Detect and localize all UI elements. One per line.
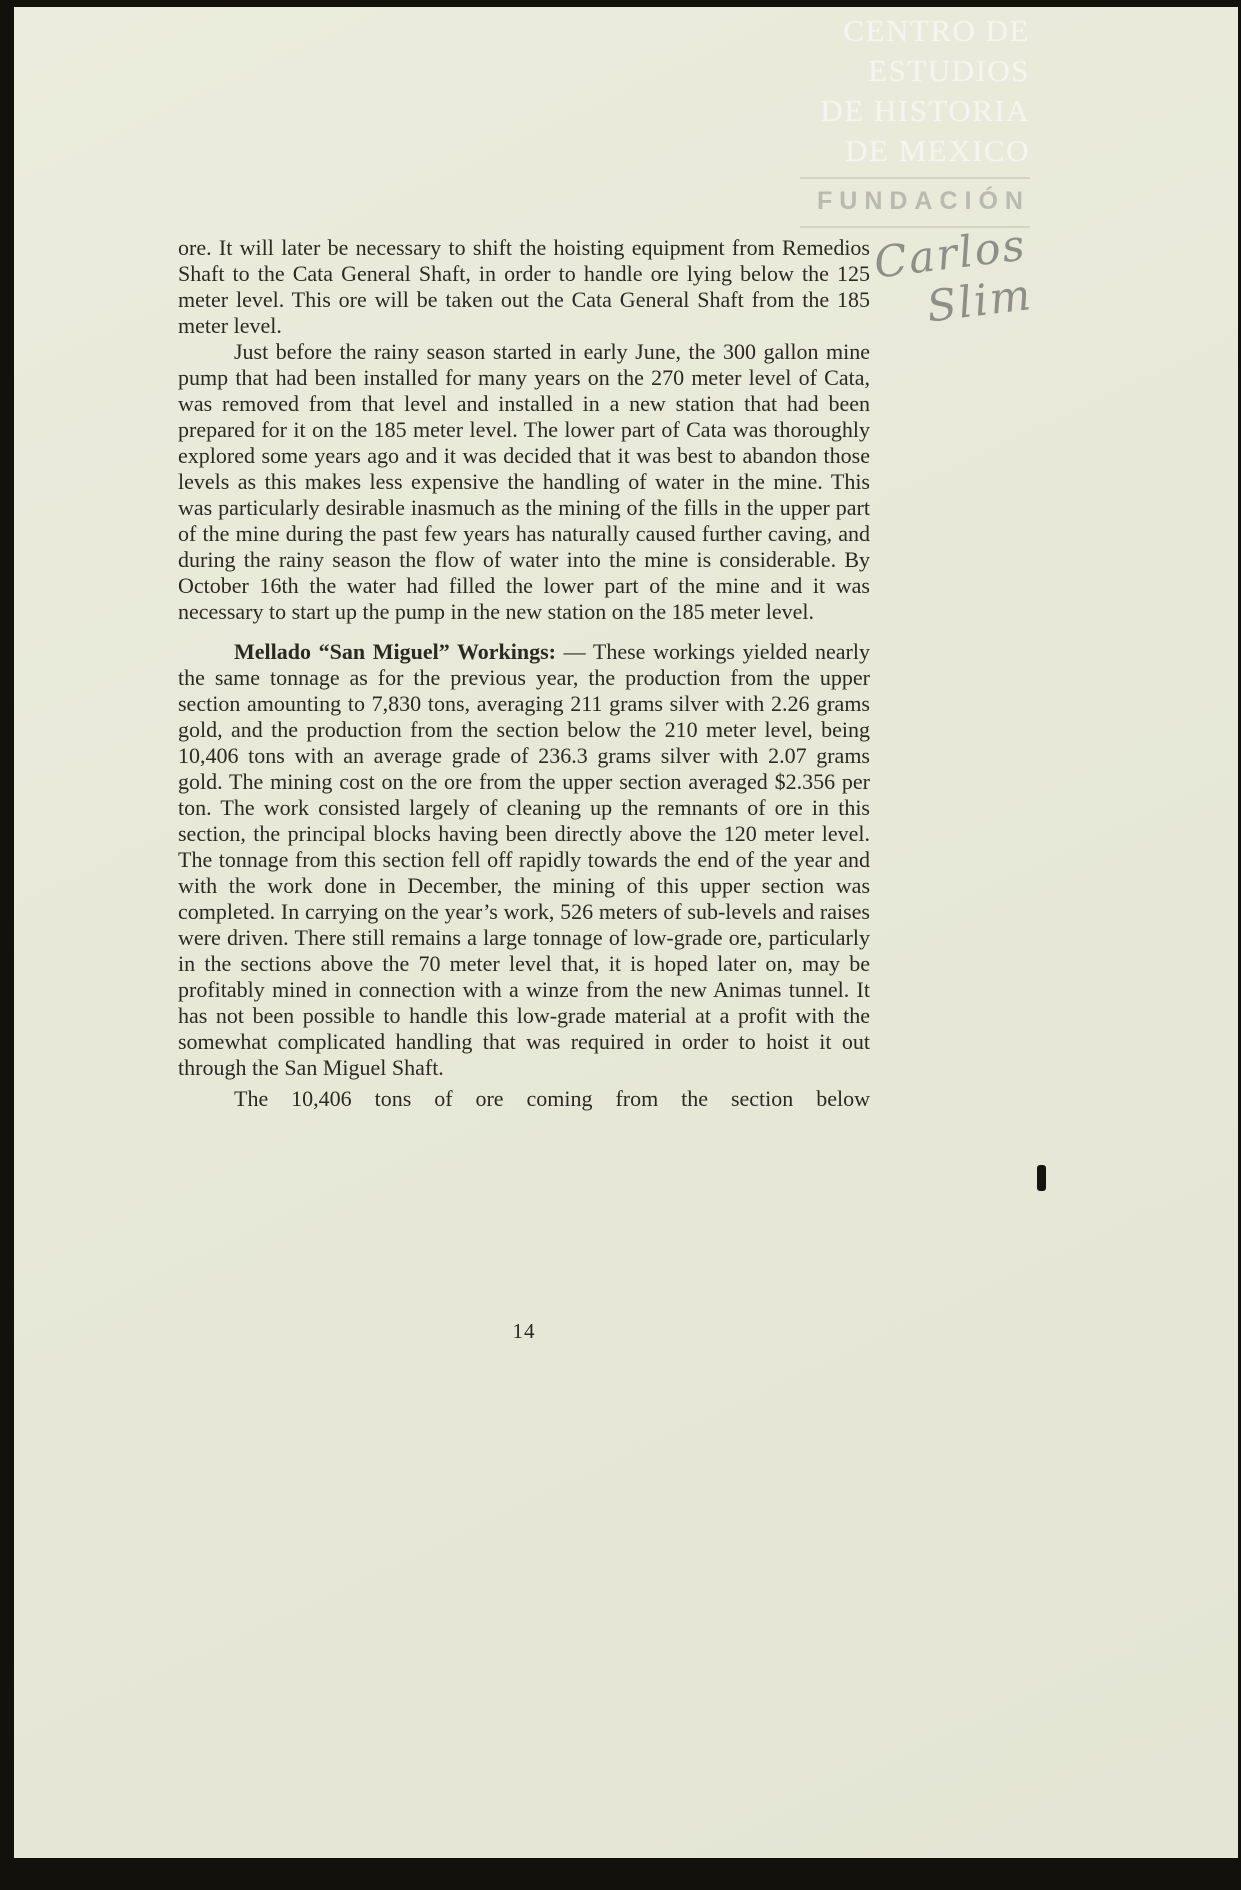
section-body: — These workings yielded nearly the same tonnage as for the previous year, the production from the upper section amounting to 7,830 tons, averaging 211 grams silver with 2.26 grams gold, and the production from the section below the 210 meter level, being 10,406 tons with an average grade of 236.3 grams silver with 2.07 grams gold. The mining cost on the ore from the upper section averaged $2.356 per ton. The work consisted largely of cleaning up the remnants of ore in this section, the principal blocks having been directly above the 120 meter level. The tonnage from this section fell off rapidly towards the end of the year and with the work done in December, the mining of this upper section was completed. In carrying on the year’s work, 526 meters of sub-levels and raises were driven. There still remains a large tonnage of low-grade ore, particularly in the sections above the 70 meter level that, it is hoped later on, may be profitably mined in connection with a winze from the new Animas tunnel. It has not been possible to handle this low-grade material at a profit with the somewhat complicated handling that was required in order to hoist it out through the San Miguel Shaft. <box>178 639 870 1080</box>
signature-carlos-slim: Carlos Slim <box>871 220 1036 333</box>
paragraph-continuation: ore. It will later be necessary to shift the hoisting equipment from Remedios Shaft to the Cata General Shaft, in order to handle ore lying below the 125 meter level. This ore will be taken out the Cata General Shaft from the 185 meter level. <box>178 235 870 338</box>
paragraph: Just before the rainy season started in early June, the 300 gallon mine pump that had been installed for many years on the 270 meter level of Cata, was removed from that level and installed in a new station that had been prepared for it on the 185 meter level. The lower part of Cata was thoroughly explored some years ago and it was decided that it was best to abandon those levels as this makes less expensive the handling of water in the mine. This was particularly desirable inasmuch as the mining of the fills in the upper part of the mine during the past few years has naturally caused further caving, and during the rainy season the flow of water into the mine is considerable. By October 16th the water had filled the lower part of the mine and it was necessary to start up the pump in the new station on the 185 meter level. <box>178 339 870 624</box>
watermark-line: CENTRO DE <box>843 13 1030 48</box>
body-text <box>178 235 870 1112</box>
watermark-line: ESTUDIOS <box>868 53 1030 88</box>
section-heading: Mellado “San Miguel” Workings: <box>234 639 557 664</box>
paragraph-start-next: The 10,406 tons of ore coming from the section below <box>234 1086 870 1111</box>
watermark-foundation: FUNDACIÓN <box>800 179 1030 228</box>
watermark-line: DE HISTORIA <box>820 93 1030 128</box>
paragraph-mellado-section <box>178 639 870 1081</box>
document-page <box>14 7 1238 1858</box>
scan-artifact <box>1037 1165 1046 1191</box>
watermark-institution <box>800 7 1030 179</box>
watermark-line: DE MEXICO <box>845 133 1030 168</box>
page-number: 14 <box>512 1319 536 1343</box>
